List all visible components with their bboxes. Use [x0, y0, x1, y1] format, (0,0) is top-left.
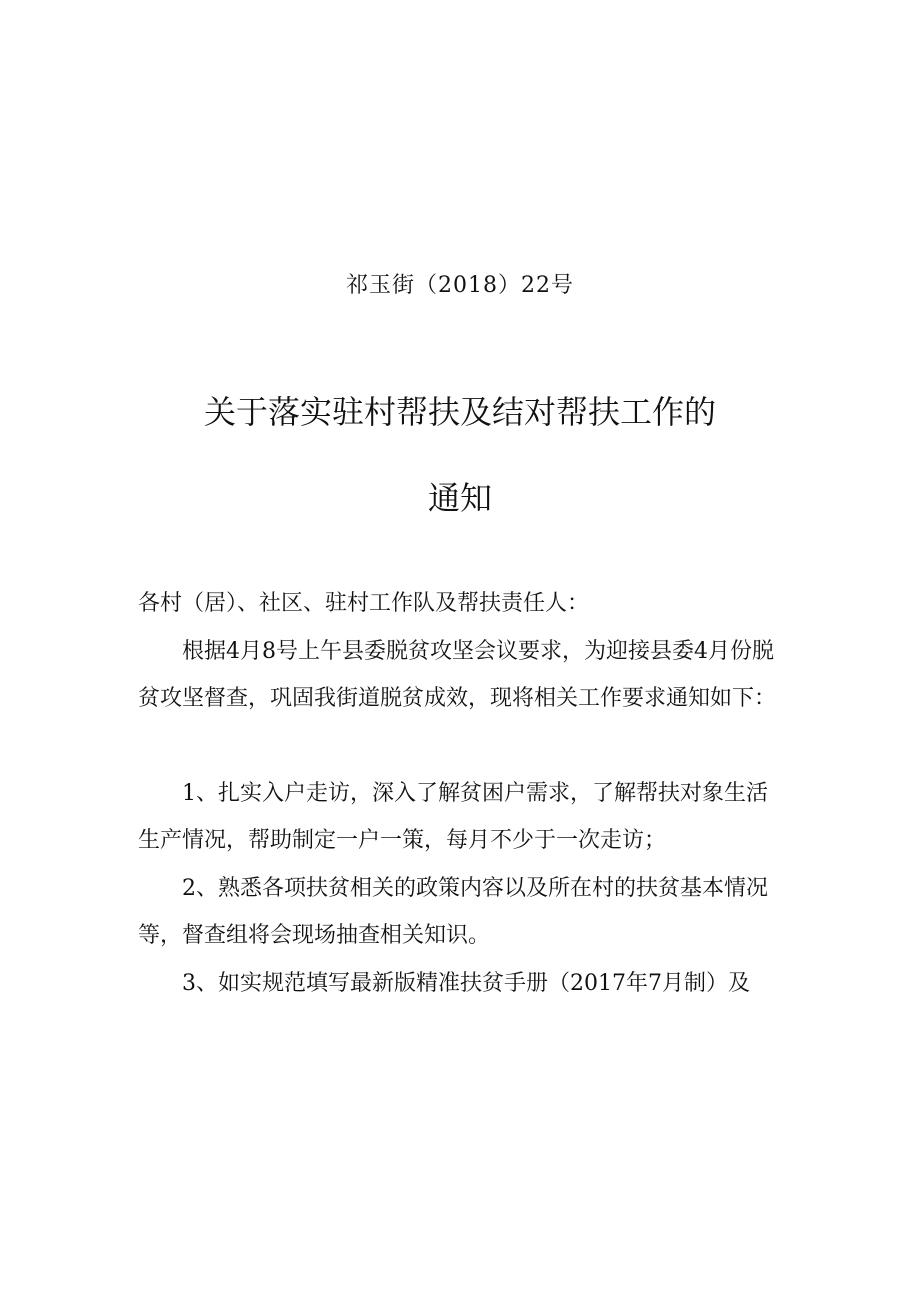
paragraph-text: 3、如实规范填写最新版精准扶贫手册（2017年7月制）及: [182, 971, 750, 996]
salutation: 各村（居）、社区、驻村工作队及帮扶责任人：: [138, 591, 590, 616]
paragraph-item-3: [138, 960, 788, 1007]
paragraph-item-2: [138, 865, 788, 959]
paragraph-text: 根据4月8号上午县委脱贫攻坚会议要求，为迎接县委4月份脱贫攻坚督查，巩固我街道脱贫成效，现将相关工作要求通知如下：: [138, 639, 777, 711]
document-number: 祁玉街（2018）22号: [346, 273, 574, 298]
paragraph-text: 2、熟悉各项扶贫相关的政策内容以及所在村的扶贫基本情况等，督查组将会现场抽查相关知识。: [138, 876, 768, 948]
paragraph-text: 1、扎实入户走访，深入了解贫困户需求，了解帮扶对象生活生产情况，帮助制定一户一策，每月不少于一次走访；: [138, 781, 768, 853]
paragraph-item-1: [138, 770, 788, 864]
document-title-line-1: 关于落实驻村帮扶及结对帮扶工作的: [203, 393, 716, 431]
paragraph-intro: [138, 628, 788, 722]
document-title-line-2: 通知: [427, 479, 492, 517]
